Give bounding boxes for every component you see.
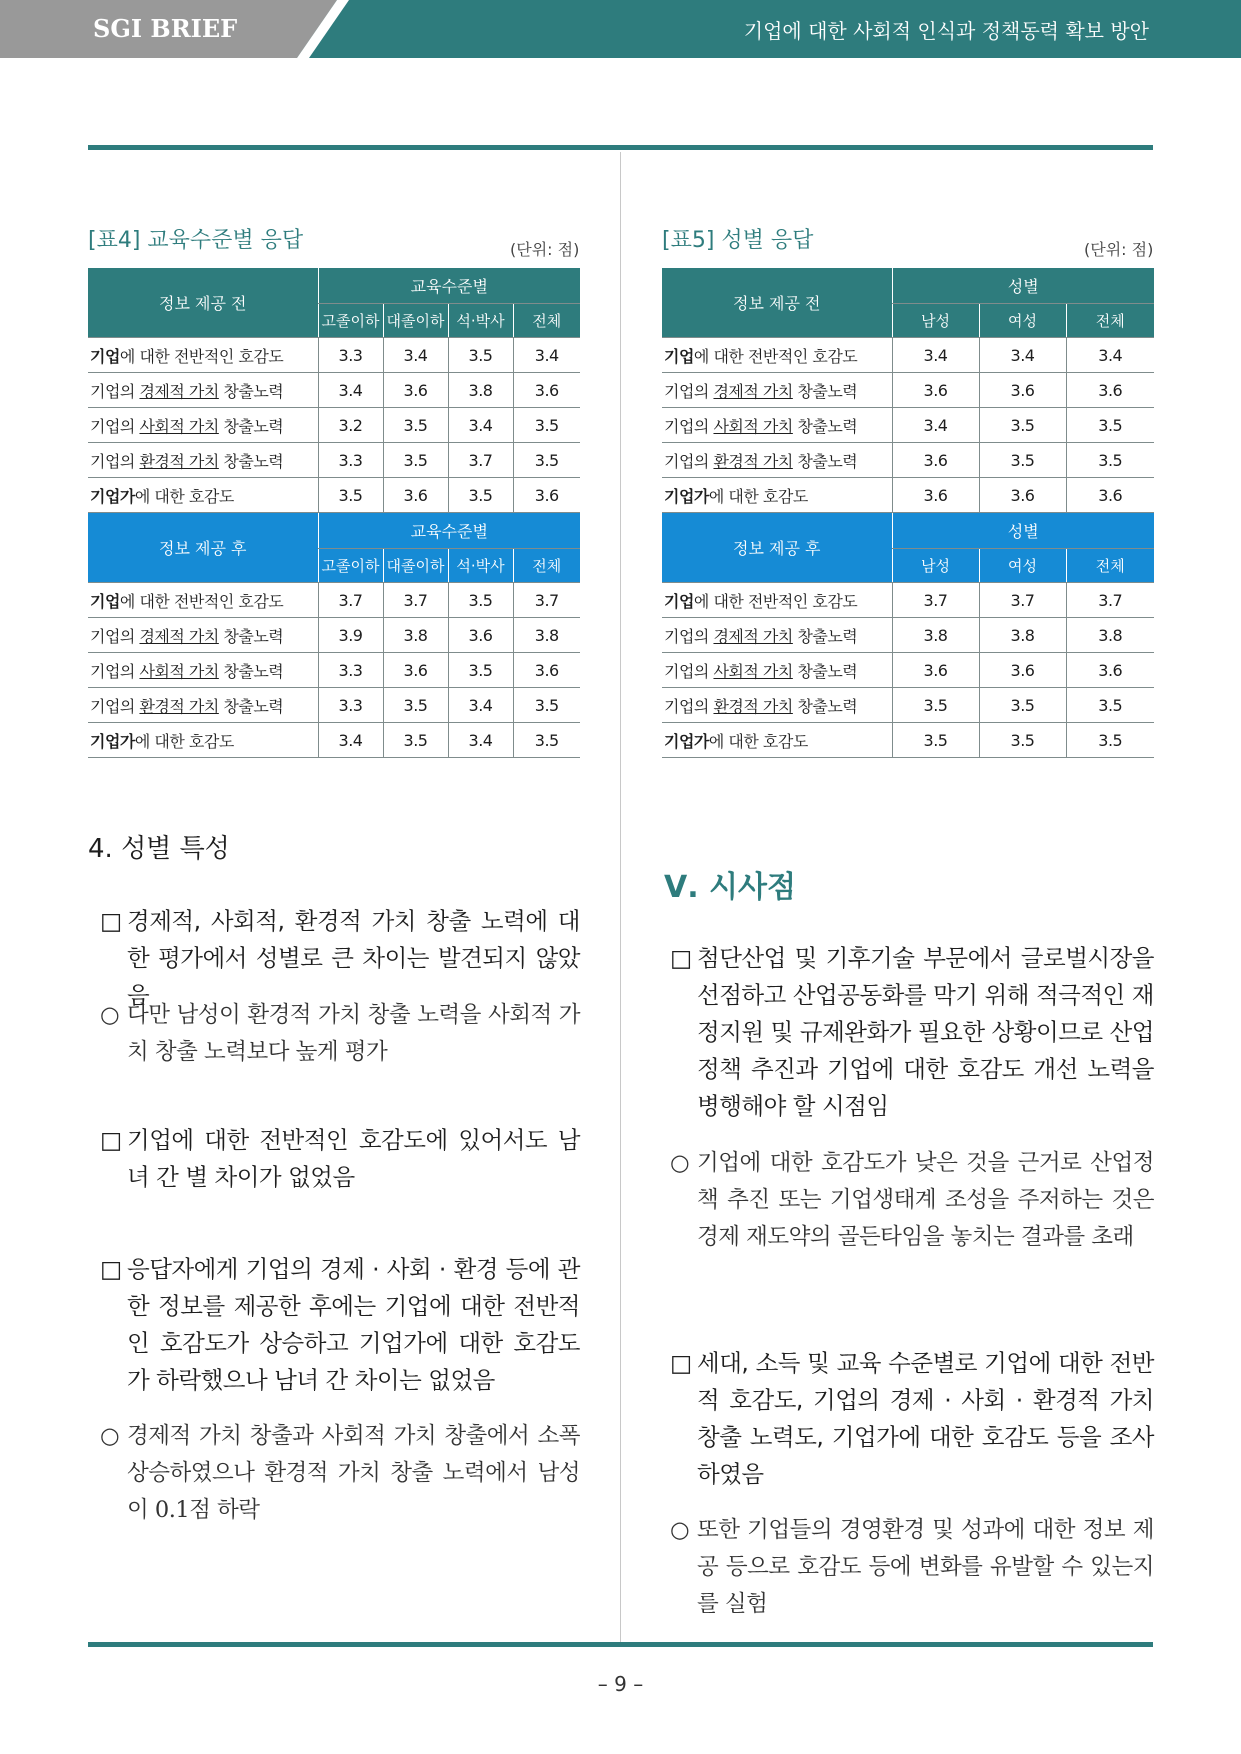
column-divider [620,152,621,1642]
table-row [88,653,580,688]
table-cell: 3.4 [892,338,979,373]
table-cell: 3.6 [1066,478,1154,513]
row-label-emphasis: 기업가 [90,486,135,506]
table-cell: 3.4 [979,338,1066,373]
table-cell: 3.8 [892,618,979,653]
row-label-middle: 에 대한 호감도 [708,486,808,506]
group-label: 교육수준별 [318,513,580,549]
row-label [662,723,892,758]
table-row [662,688,1154,723]
table-cell: 3.5 [513,723,580,758]
row-label-emphasis: 기업 [664,591,694,611]
row-label-underlined: 환경적 가치 [139,696,219,716]
row-label-suffix: 창출노력 [218,381,284,401]
table-cell: 3.4 [513,338,580,373]
table-row [662,338,1154,373]
table5 [662,268,1154,758]
row-label-middle: 에 대한 호감도 [708,731,808,751]
table-cell: 3.5 [979,443,1066,478]
square-bullet-icon: □ [100,1126,122,1154]
section5-item-text: 첨단산업 및 기후기술 부문에서 글로벌시장을 선점하고 산업공동화를 막기 위해 적극적인 재정지원 및 규제완화가 필요한 상황이므로 산업정책 추진과 기업에 대한 호감도 개선 노력을 병행해야 할 시점임 [697,944,1154,1120]
table-cell: 3.7 [979,583,1066,618]
table-cell: 3.4 [318,373,383,408]
row-label [662,618,892,653]
table-cell: 3.4 [383,338,448,373]
row-label-prefix: 기업의 [664,451,714,471]
table-header-row [662,513,1154,549]
square-bullet-icon: □ [100,1255,122,1283]
table5-caption: [표5] 성별 응답 [662,228,814,253]
circle-bullet-icon: ○ [670,1150,690,1176]
section5-item-text: 세대, 소득 및 교육 수준별로 기업에 대한 전반적 호감도, 기업의 경제 · 사회 · 환경적 가치 창출 노력도, 기업가에 대한 호감도 등을 조사하였음 [697,1349,1154,1488]
block-label: 정보 제공 후 [88,513,318,583]
row-label [662,408,892,443]
table-cell: 3.7 [1066,583,1154,618]
table-cell: 3.7 [318,583,383,618]
table-row [88,618,580,653]
row-label-prefix: 기업의 [664,661,714,681]
row-label-middle: 에 대한 전반적인 호감도 [693,346,858,366]
row-label-prefix: 기업의 [664,381,714,401]
row-label [662,338,892,373]
row-label [88,408,318,443]
table-cell: 3.8 [448,373,513,408]
section4-item-5 [100,1418,580,1529]
row-label [662,478,892,513]
section4-item-text: 기업에 대한 전반적인 호감도에 있어서도 남녀 간 별 차이가 없었음 [127,1126,580,1191]
row-label-emphasis: 기업가 [664,731,709,751]
group-label: 성별 [892,268,1154,304]
table-cell: 3.5 [513,443,580,478]
table4-caption: [표4] 교육수준별 응답 [88,228,304,253]
table-cell: 3.4 [892,408,979,443]
block-label: 정보 제공 후 [662,513,892,583]
table-cell: 3.6 [892,373,979,408]
document-title: 기업에 대한 사회적 인식과 정책동력 확보 방안 [743,19,1149,43]
row-label [88,478,318,513]
row-label [662,443,892,478]
circle-bullet-icon: ○ [670,1517,690,1543]
row-label [88,583,318,618]
table-cell: 3.6 [448,618,513,653]
table-cell: 3.7 [513,583,580,618]
column-header: 전체 [513,549,580,583]
table-row [88,583,580,618]
row-label [662,583,892,618]
table-row [662,478,1154,513]
group-label: 성별 [892,513,1154,549]
table-cell: 3.8 [383,618,448,653]
section5-item-text: 또한 기업들의 경영환경 및 성과에 대한 정보 제공 등으로 호감도 등에 변화를 유발할 수 있는지를 실험 [697,1517,1154,1617]
table4-unit: (단위: 점) [510,240,580,259]
table-cell: 3.6 [513,653,580,688]
row-label [88,688,318,723]
column-header: 대졸이하 [383,549,448,583]
column-header: 대졸이하 [383,304,448,338]
table-cell: 3.8 [1066,618,1154,653]
table-cell: 3.8 [979,618,1066,653]
table-row [88,478,580,513]
square-bullet-icon: □ [670,1349,692,1377]
section4-item-4 [100,1251,580,1399]
table-cell: 3.6 [1066,373,1154,408]
table-cell: 3.5 [1066,408,1154,443]
circle-bullet-icon: ○ [100,1002,120,1028]
row-label [88,618,318,653]
row-label-suffix: 창출노력 [792,451,858,471]
table-cell: 3.6 [979,373,1066,408]
row-label [88,373,318,408]
row-label-suffix: 창출노력 [218,696,284,716]
row-label-suffix: 창출노력 [792,626,858,646]
table-cell: 3.6 [513,373,580,408]
table-row [662,618,1154,653]
section5-item-4 [670,1512,1154,1623]
section5-item-3 [670,1345,1154,1493]
row-label [662,373,892,408]
table5-unit: (단위: 점) [1084,240,1154,259]
row-label-emphasis: 기업가 [664,486,709,506]
row-label-underlined: 경제적 가치 [139,381,219,401]
table-cell: 3.5 [448,478,513,513]
table-cell: 3.4 [448,688,513,723]
table-row [662,443,1154,478]
table-cell: 3.5 [383,688,448,723]
table-cell: 3.7 [892,583,979,618]
table-cell: 3.4 [448,408,513,443]
row-label-underlined: 환경적 가치 [713,696,793,716]
table-header-row [662,268,1154,304]
row-label-prefix: 기업의 [90,626,140,646]
section4-item-3 [100,1122,580,1196]
section4-item-text: 경제적 가치 창출과 사회적 가치 창출에서 소폭 상승하였으나 환경적 가치 창출 노력에서 남성이 0.1점 하락 [127,1423,580,1523]
column-header: 남성 [892,549,979,583]
table-cell: 3.7 [383,583,448,618]
table-cell: 3.5 [513,408,580,443]
row-label-prefix: 기업의 [90,661,140,681]
row-label-suffix: 창출노력 [218,416,284,436]
table-cell: 3.5 [979,723,1066,758]
table-cell: 3.5 [513,688,580,723]
row-label-underlined: 환경적 가치 [713,451,793,471]
column-header: 고졸이하 [318,549,383,583]
table-cell: 3.3 [318,688,383,723]
table-cell: 3.5 [892,688,979,723]
row-label-middle: 에 대한 전반적인 호감도 [693,591,858,611]
brand-label: SGI BRIEF [93,14,238,43]
table-cell: 3.5 [1066,723,1154,758]
table-cell: 3.6 [513,478,580,513]
table-cell: 3.7 [448,443,513,478]
section4-item-text: 다만 남성이 환경적 가치 창출 노력을 사회적 가치 창출 노력보다 높게 평가 [127,1002,580,1065]
table-cell: 3.5 [383,408,448,443]
table-cell: 3.5 [448,338,513,373]
table-cell: 3.6 [892,478,979,513]
row-label-prefix: 기업의 [90,696,140,716]
row-label-suffix: 창출노력 [792,661,858,681]
row-label-prefix: 기업의 [664,626,714,646]
table-cell: 3.4 [318,723,383,758]
table-cell: 3.9 [318,618,383,653]
bottom-rule [88,1642,1153,1647]
section5-title: Ⅴ. 시사점 [664,870,796,905]
table-row [662,583,1154,618]
row-label-suffix: 창출노력 [792,696,858,716]
row-label-underlined: 경제적 가치 [713,381,793,401]
table-cell: 3.6 [892,653,979,688]
row-label-suffix: 창출노력 [218,626,284,646]
table-cell: 3.5 [979,688,1066,723]
table-row [88,688,580,723]
table-cell: 3.3 [318,338,383,373]
table-cell: 3.5 [892,723,979,758]
table-row [88,373,580,408]
table-row [88,723,580,758]
table-cell: 3.4 [448,723,513,758]
row-label [88,723,318,758]
table-cell: 3.3 [318,653,383,688]
table-header-row [88,268,580,304]
row-label-underlined: 경제적 가치 [713,626,793,646]
row-label-middle: 에 대한 호감도 [134,731,234,751]
section5-item-1 [670,940,1154,1125]
row-label-middle: 에 대한 전반적인 호감도 [119,346,284,366]
row-label-emphasis: 기업가 [90,731,135,751]
row-label-emphasis: 기업 [664,346,694,366]
row-label-underlined: 경제적 가치 [139,626,219,646]
table-cell: 3.2 [318,408,383,443]
column-header: 전체 [1066,304,1154,338]
table-row [662,408,1154,443]
circle-bullet-icon: ○ [100,1423,120,1449]
row-label-emphasis: 기업 [90,346,120,366]
group-label: 교육수준별 [318,268,580,304]
row-label [662,653,892,688]
row-label-prefix: 기업의 [90,416,140,436]
row-label-prefix: 기업의 [664,696,714,716]
square-bullet-icon: □ [670,944,692,972]
row-label-prefix: 기업의 [664,416,714,436]
table-cell: 3.5 [383,723,448,758]
table-cell: 3.5 [318,478,383,513]
column-header: 여성 [979,549,1066,583]
table-cell: 3.6 [383,373,448,408]
table-cell: 3.5 [448,583,513,618]
column-header: 고졸이하 [318,304,383,338]
row-label-suffix: 창출노력 [218,451,284,471]
section4-item-text: 응답자에게 기업의 경제 · 사회 · 환경 등에 관한 정보를 제공한 후에는 기업에 대한 전반적인 호감도가 상승하고 기업가에 대한 호감도가 하락했으나 남녀 간 차이는 없었음 [127,1255,580,1394]
table-row [88,408,580,443]
section4-item-text: 경제적, 사회적, 환경적 가치 창출 노력에 대한 평가에서 성별로 큰 차이는 발견되지 않았음 [127,907,580,1009]
table-row [88,443,580,478]
table-cell: 3.5 [979,408,1066,443]
column-header: 석·박사 [448,549,513,583]
table-row [88,338,580,373]
row-label-middle: 에 대한 전반적인 호감도 [119,591,284,611]
row-label-suffix: 창출노력 [792,416,858,436]
block-label: 정보 제공 전 [662,268,892,338]
page-number: – 9 – [597,1672,644,1696]
row-label [662,688,892,723]
table-row [662,723,1154,758]
column-header: 전체 [1066,549,1154,583]
row-label [88,443,318,478]
column-header: 석·박사 [448,304,513,338]
table-cell: 3.6 [383,653,448,688]
row-label [88,338,318,373]
section5-item-text: 기업에 대한 호감도가 낮은 것을 근거로 산업정책 추진 또는 기업생태계 조성을 주저하는 것은 경제 재도약의 골든타임을 놓치는 결과를 초래 [697,1150,1154,1250]
table-row [662,653,1154,688]
square-bullet-icon: □ [100,907,122,935]
table-cell: 3.5 [383,443,448,478]
row-label-prefix: 기업의 [90,451,140,471]
table-cell: 3.3 [318,443,383,478]
row-label-suffix: 창출노력 [792,381,858,401]
table-cell: 3.6 [892,443,979,478]
section5-item-2 [670,1145,1154,1256]
section4-item-2 [100,997,580,1071]
row-label-underlined: 사회적 가치 [713,661,793,681]
table-cell: 3.8 [513,618,580,653]
table-cell: 3.5 [1066,688,1154,723]
table-cell: 3.5 [448,653,513,688]
column-header: 남성 [892,304,979,338]
column-header: 여성 [979,304,1066,338]
table-header-row [88,513,580,549]
top-rule [88,145,1153,150]
row-label-prefix: 기업의 [90,381,140,401]
row-label-underlined: 사회적 가치 [713,416,793,436]
table-cell: 3.6 [979,478,1066,513]
table-cell: 3.6 [979,653,1066,688]
row-label-suffix: 창출노력 [218,661,284,681]
table-cell: 3.6 [383,478,448,513]
section4-title: 4. 성별 특성 [88,834,230,864]
table-cell: 3.6 [1066,653,1154,688]
table4 [88,268,580,758]
row-label-middle: 에 대한 호감도 [134,486,234,506]
row-label [88,653,318,688]
row-label-underlined: 사회적 가치 [139,661,219,681]
page-header [0,0,1241,58]
row-label-underlined: 사회적 가치 [139,416,219,436]
row-label-emphasis: 기업 [90,591,120,611]
row-label-underlined: 환경적 가치 [139,451,219,471]
table-cell: 3.5 [1066,443,1154,478]
block-label: 정보 제공 전 [88,268,318,338]
table-cell: 3.4 [1066,338,1154,373]
column-header: 전체 [513,304,580,338]
table-row [662,373,1154,408]
